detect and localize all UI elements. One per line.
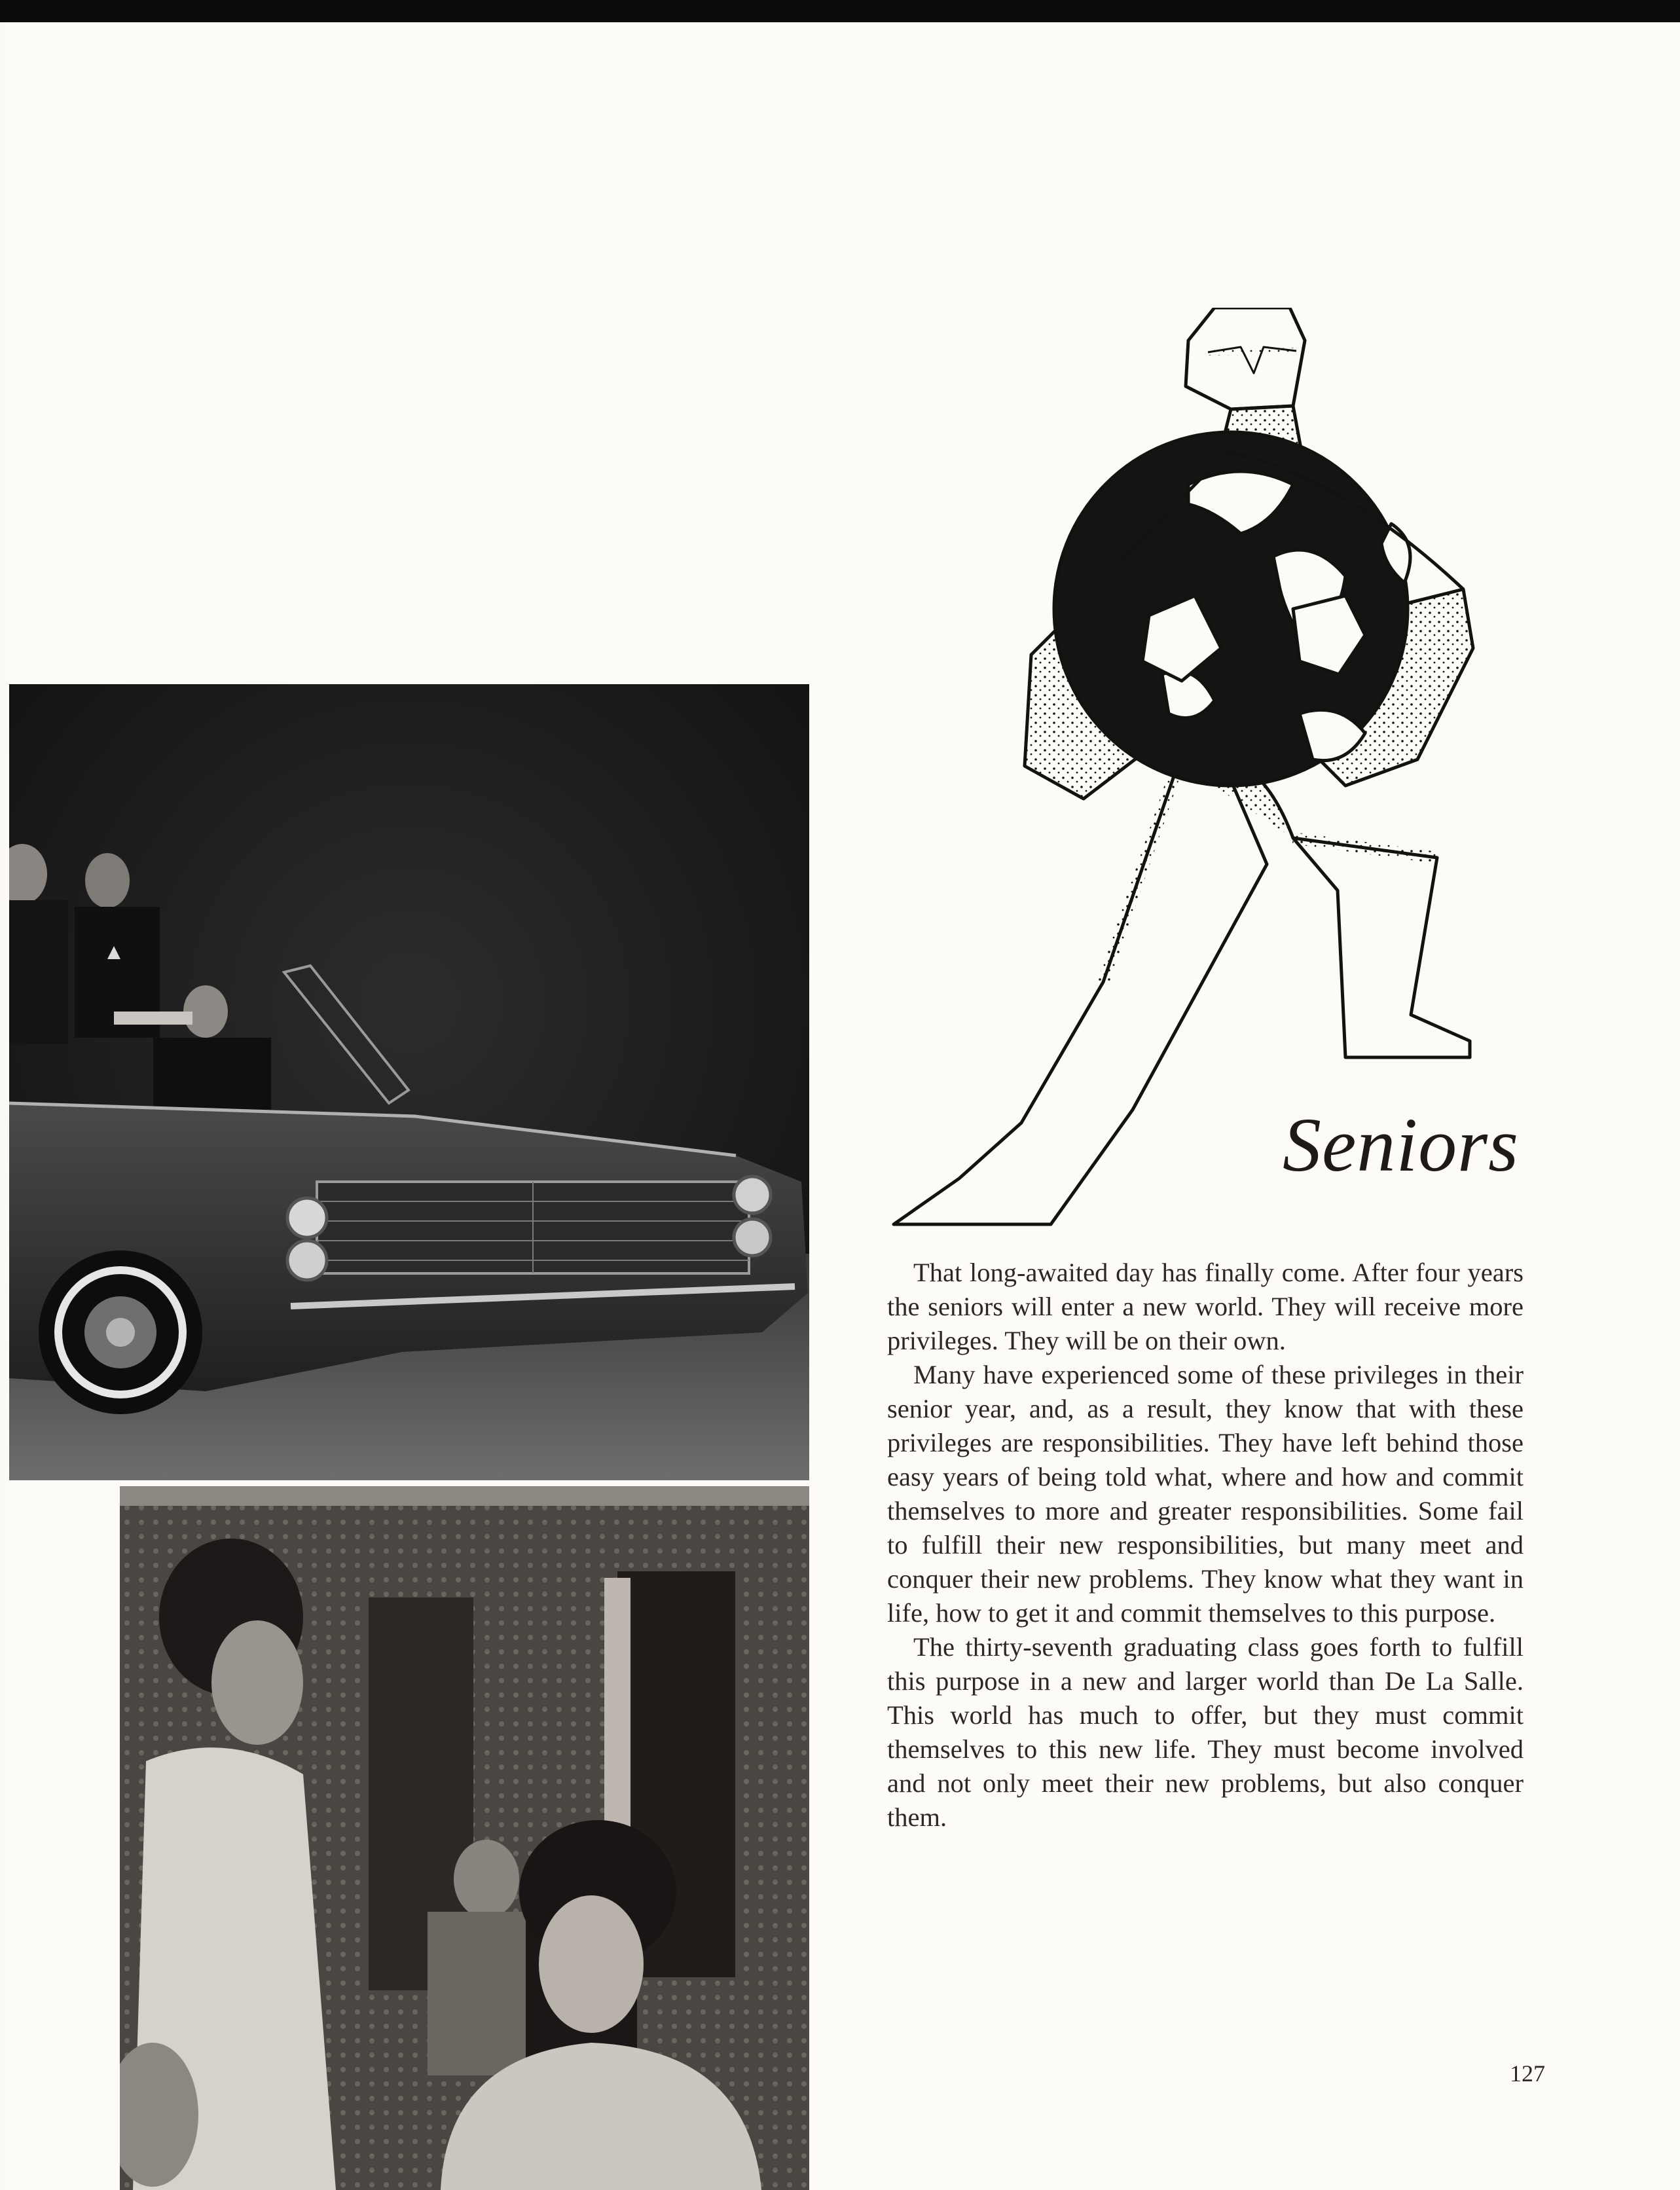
globe-figure-illustration — [887, 308, 1476, 1231]
paragraph: The thirty-seventh graduating class goes forth to fulfill this purpose in a new and larger world than De La Salle. This world has much to offer, but they must commit themselves to this new life. They must become involved and not only meet their new problems, but also conquer them. — [887, 1632, 1524, 1832]
paragraph: Many have experienced some of these privileges in their senior year, and, as a result, they know that with these privileges are responsibilities. They have left behind those easy years of being told what, where and how and commit themselves to more and greater responsibilities. Some fail to fulfill their new responsibilities, but many meet and conquer their new problems. They know what they want in life, how to get it and commit themselves to this purpose. — [887, 1360, 1524, 1628]
scan-border — [0, 0, 1680, 22]
paragraph: That long-awaited day has finally come. After four years the seniors will enter a new world. They will receive more privileges. They will be on their own. — [887, 1258, 1524, 1355]
page-number: 127 — [1510, 2060, 1545, 2087]
section-title: Seniors — [1283, 1102, 1519, 1188]
article-body — [887, 1256, 1524, 1834]
car-photo — [9, 684, 809, 1480]
dance-photo — [120, 1486, 809, 2190]
